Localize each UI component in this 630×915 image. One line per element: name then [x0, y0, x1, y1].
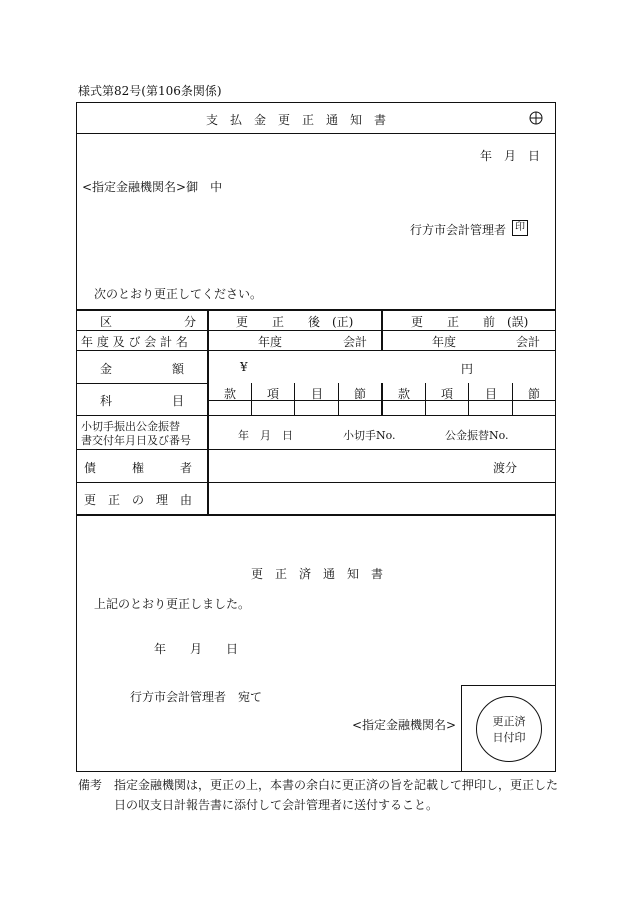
- before-subject-setsu: 節: [528, 387, 541, 401]
- seal-box-top: [461, 685, 556, 686]
- transfer-number: 公金振替No.: [445, 429, 509, 442]
- completion-bank: <指定金融機関名>: [352, 718, 457, 732]
- request-text: 次のとおり更正してください。: [94, 287, 263, 301]
- after-subject-kan: 款: [224, 387, 237, 401]
- yen-sign: ¥: [240, 360, 248, 374]
- after-fiscal-account: 会計: [343, 335, 368, 349]
- check-date: 年 月 日: [238, 429, 293, 442]
- row-amount-label: 金 額: [100, 362, 185, 376]
- row-reason-label: 更 正 の 理 由: [84, 493, 193, 507]
- completion-date: 年 月 日: [154, 642, 239, 656]
- after-fiscal-year: 年度: [258, 335, 283, 349]
- table-bottom-border: [76, 514, 556, 516]
- after-subject-kou: 項: [267, 387, 280, 401]
- table-line: [76, 330, 556, 331]
- row-creditor-label: 債 権 者: [84, 461, 193, 475]
- col-after: 更 正 後 (正): [236, 315, 354, 329]
- after-subject-setsu: 節: [354, 387, 367, 401]
- table-col-line: [381, 383, 383, 415]
- table-col-line: [251, 383, 252, 415]
- date-seal: [476, 696, 542, 762]
- note-line-1: 備考 指定金融機関は，更正の上，本書の余白に更正済の旨を記載して押印し，更正した: [78, 778, 559, 792]
- table-col-line: [381, 309, 383, 351]
- before-fiscal-account: 会計: [516, 335, 541, 349]
- row-subject-label: 科 目: [100, 394, 185, 408]
- issuer: 行方市会計管理者: [410, 223, 507, 237]
- delivery-label: 渡分: [493, 461, 518, 475]
- completion-text: 上記のとおり更正しました。: [94, 597, 251, 611]
- issue-date: 年 月 日: [480, 149, 541, 163]
- row-fiscal-label: 年 度 及 び 会 計 名: [81, 335, 188, 349]
- en-unit: 円: [461, 362, 474, 376]
- check-number: 小切手No.: [343, 429, 396, 442]
- seal-line-2: 日付印: [492, 731, 526, 744]
- note-line-2: 日の収支日計報告書に添付して会計管理者に送付すること。: [114, 798, 439, 812]
- addressee: <指定金融機関名>御 中: [82, 180, 223, 194]
- table-top-border: [76, 309, 556, 311]
- seal-mark: 印: [512, 220, 528, 236]
- table-col-line: [338, 383, 339, 415]
- table-line: [76, 350, 556, 351]
- row-check-label-1: 小切手振出公金振替: [81, 420, 180, 433]
- title-divider: [76, 133, 556, 134]
- table-line: [76, 482, 556, 483]
- before-fiscal-year: 年度: [432, 335, 457, 349]
- table-col-line: [294, 383, 295, 415]
- row-check-label-2: 書交付年月日及び番号: [81, 434, 191, 447]
- after-subject-moku: 目: [311, 387, 324, 401]
- registration-mark-icon: [529, 111, 543, 125]
- seal-box-left: [461, 685, 462, 772]
- seal-line-1: 更正済: [492, 715, 526, 728]
- form-number: 様式第82号(第106条関係): [78, 84, 222, 98]
- table-col-line: [512, 383, 513, 415]
- form-title: 支 払 金 更 正 通 知 書: [206, 113, 387, 127]
- completion-to: 行方市会計管理者 宛て: [130, 690, 263, 704]
- table-line: [76, 449, 556, 450]
- before-subject-kan: 款: [398, 387, 411, 401]
- before-subject-kou: 項: [441, 387, 454, 401]
- before-subject-moku: 目: [485, 387, 498, 401]
- table-line: [76, 383, 208, 384]
- table-col-line: [425, 383, 426, 415]
- table-col-line: [207, 309, 209, 515]
- col-division: 区 分: [100, 315, 197, 329]
- table-line: [76, 415, 556, 416]
- col-before: 更 正 前 (誤): [411, 315, 529, 329]
- completion-title: 更 正 済 通 知 書: [251, 567, 384, 581]
- table-col-line: [468, 383, 469, 415]
